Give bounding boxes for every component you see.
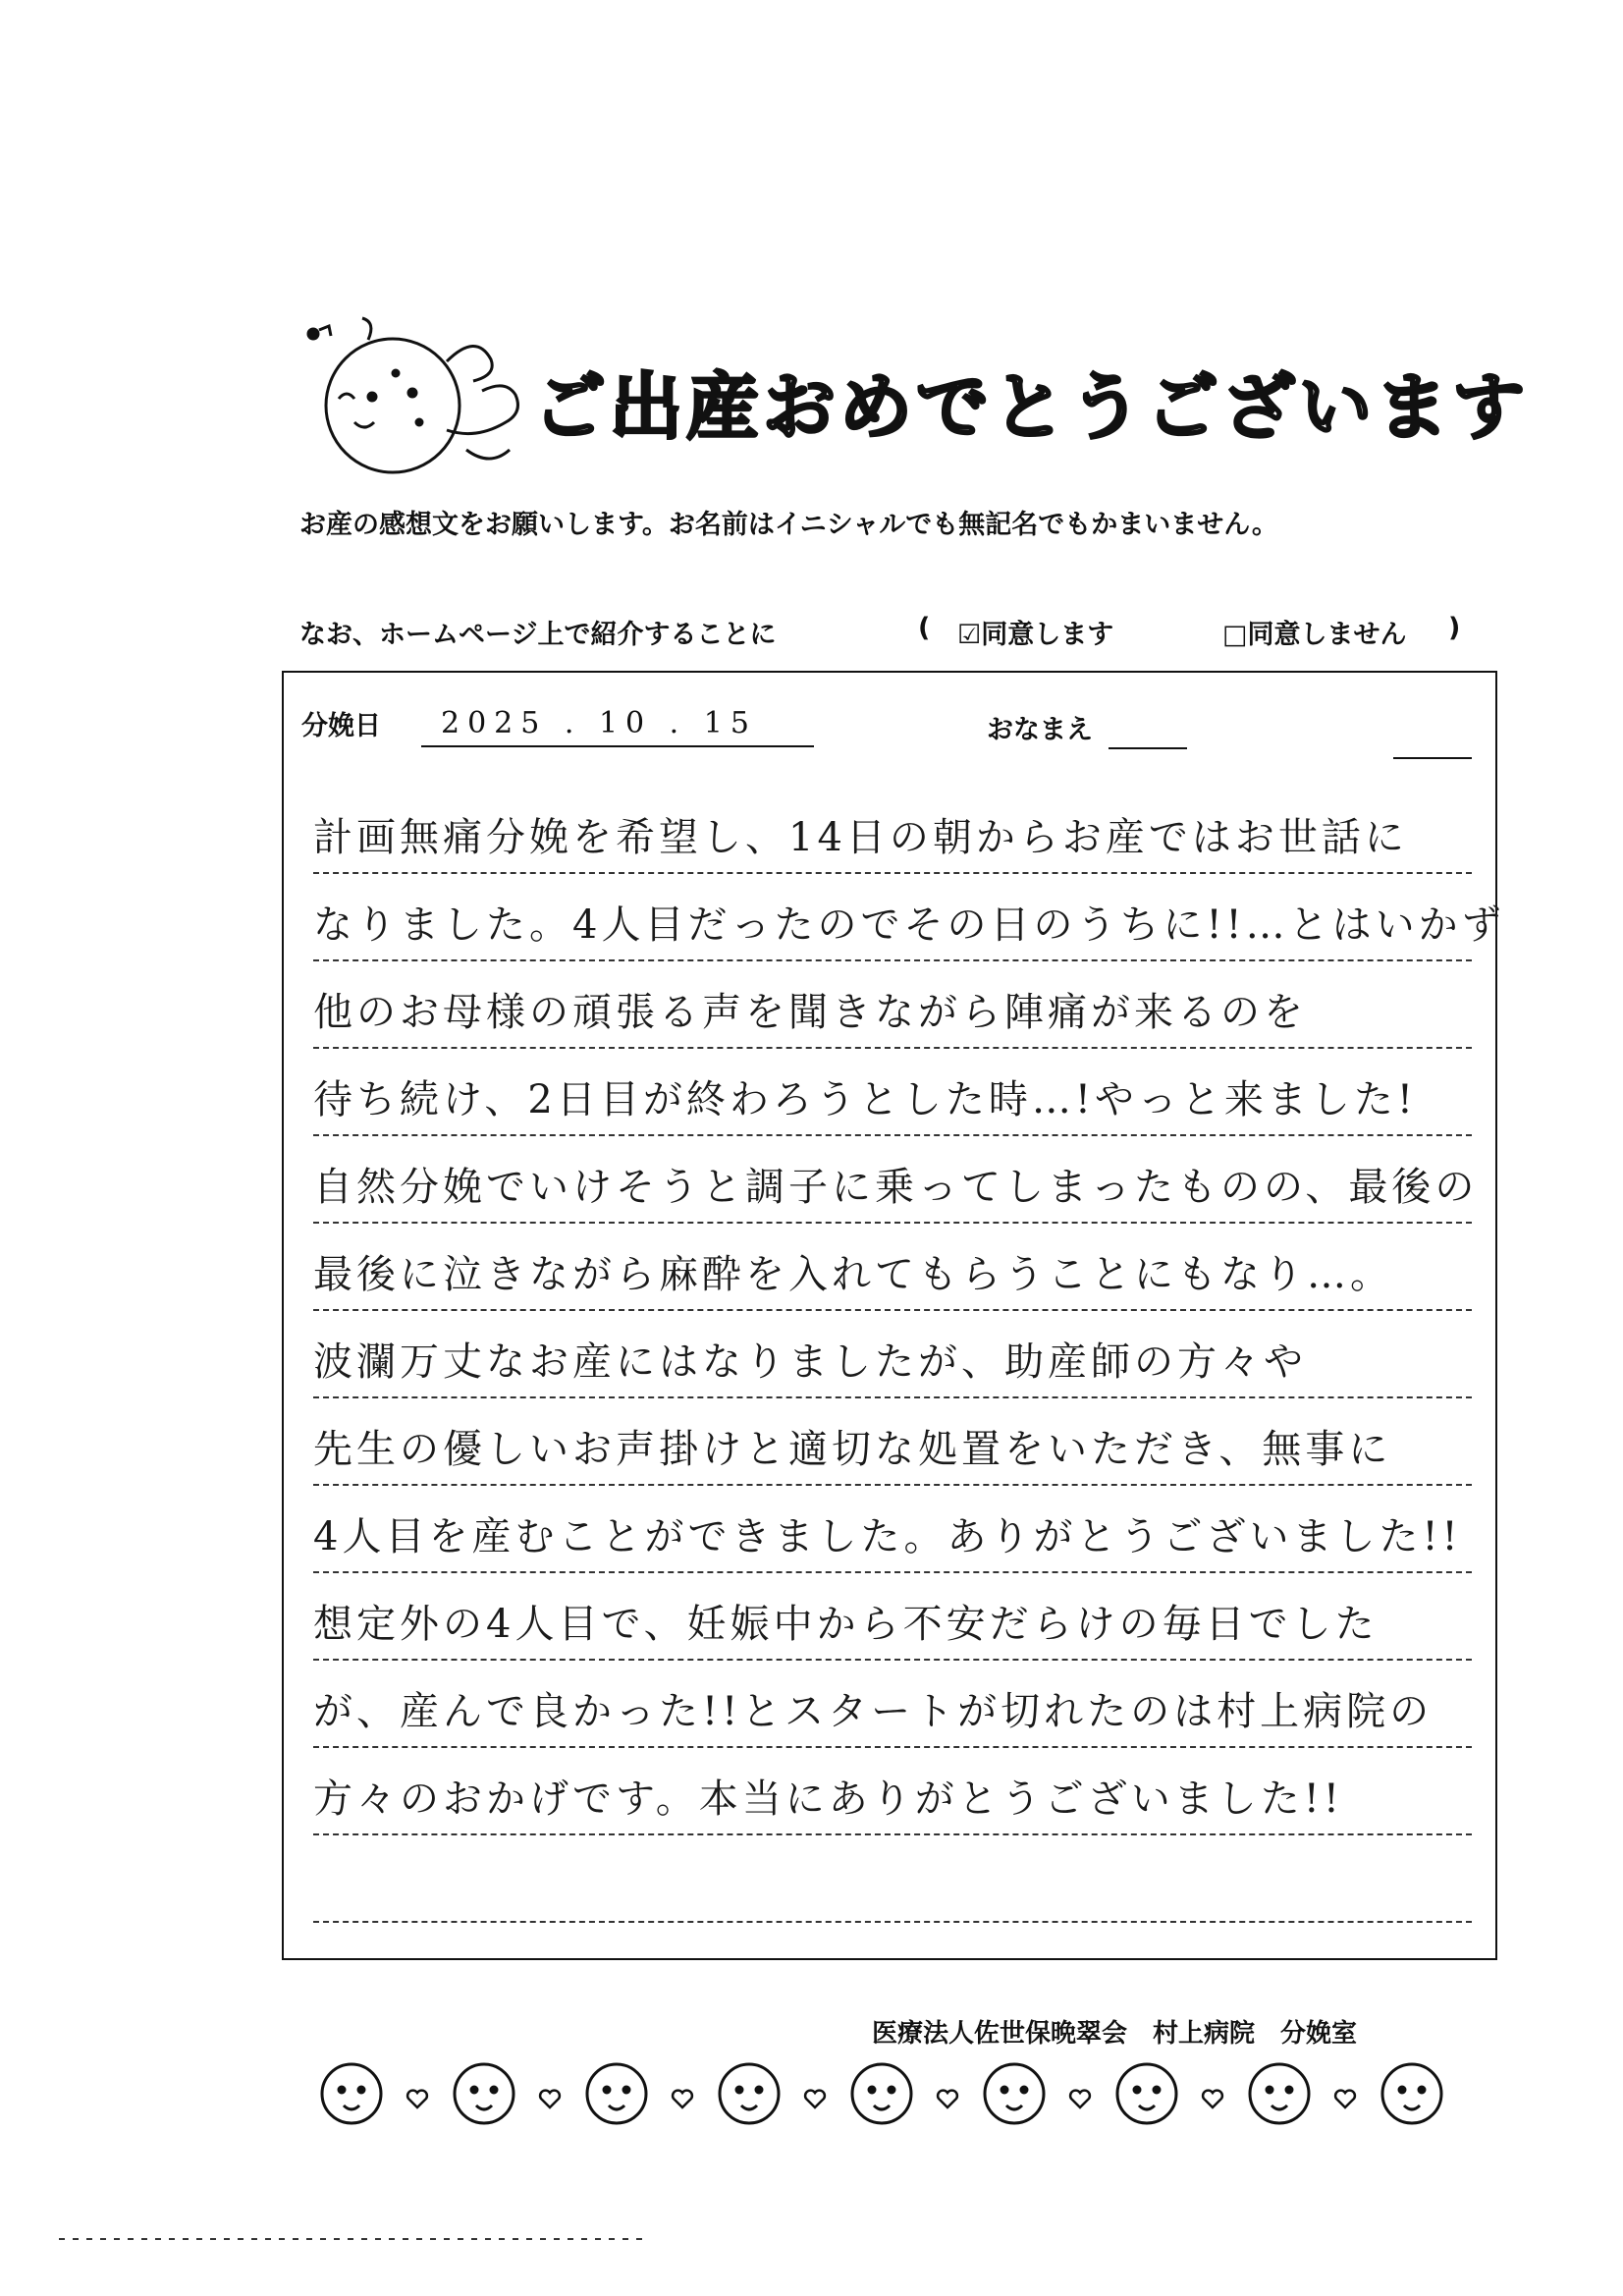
heart-icon — [407, 2091, 427, 2107]
letter-line-text: が、産んで良かった!!とスタートが切れたのは村上病院の — [313, 1689, 1434, 1734]
heart-icon — [540, 2091, 560, 2107]
letter-line-text: 4人目を産むことができました。ありがとうございました!! — [313, 1514, 1462, 1559]
organization-name: 医療法人佐世保晩翠会 村上病院 分娩室 — [872, 2019, 1358, 2049]
letter-line — [313, 1660, 1472, 1748]
letter-line-text: 先生の優しいお声掛けと適切な処置をいただき、無事に — [313, 1427, 1392, 1472]
letter-line — [313, 1747, 1472, 1835]
baby-face-icon — [1382, 2064, 1441, 2123]
heart-icon — [1070, 2091, 1090, 2107]
date-value: 2025 . 10 . 15 — [441, 706, 757, 740]
letter-line-text: 他のお母様の頑張る声を聞きながら陣痛が来るのを — [313, 990, 1307, 1035]
letter-line — [313, 786, 1472, 874]
baby-face-icon — [1117, 2064, 1176, 2123]
name-field-tail — [1393, 757, 1472, 759]
baby-face-icon — [985, 2064, 1044, 2123]
letter-line — [313, 1310, 1472, 1398]
date-label: 分娩日 — [301, 711, 381, 741]
letter-line — [313, 960, 1472, 1049]
header — [299, 312, 1529, 479]
baby-crawling-icon — [299, 312, 555, 479]
letter-line — [313, 1572, 1472, 1661]
letter-line-text: 想定外の4人目で、妊娠中から不安だらけの毎日でした — [313, 1602, 1379, 1647]
letter-line — [313, 1223, 1472, 1311]
heart-icon — [1335, 2091, 1355, 2107]
page-title: ご出産おめでとうございます — [533, 365, 1529, 450]
letter-line-text: 波瀾万丈なお産にはなりましたが、助産師の方々や — [313, 1339, 1307, 1385]
disagree-checkbox[interactable]: □同意しません — [1222, 620, 1407, 650]
name-label: おなまえ — [987, 715, 1093, 745]
letter-line-text: 最後に泣きながら麻酔を入れてもらうことにもなり…。 — [313, 1252, 1393, 1297]
date-field[interactable] — [421, 706, 814, 747]
letter-line — [313, 1397, 1472, 1486]
scan-artifact — [59, 2234, 648, 2244]
heart-icon — [805, 2091, 825, 2107]
baby-face-icon — [587, 2064, 646, 2123]
letter-line-text: 計画無痛分娩を希望し、14日の朝からお産ではお世話に — [313, 815, 1408, 860]
heart-icon — [673, 2091, 692, 2107]
agree-checkbox[interactable]: ☑同意します — [957, 620, 1114, 650]
dashed-rule — [313, 1921, 1472, 1923]
consent-close-paren: ) — [1448, 613, 1461, 643]
heart-icon — [1203, 2091, 1222, 2107]
letter-line — [313, 873, 1505, 961]
letter-line — [313, 1048, 1472, 1136]
letter-line-text: なりました。4人目だったのでその日のうちに!!…とはいかず — [313, 902, 1505, 948]
name-field[interactable] — [1109, 747, 1187, 749]
baby-face-icon — [852, 2064, 911, 2123]
instructions-text: お産の感想文をお願いします。お名前はイニシャルでも無記名でもかまいません。 — [299, 510, 1278, 540]
baby-face-icon — [1250, 2064, 1309, 2123]
letter-line-text: 方々のおかげです。本当にありがとうございました!! — [313, 1777, 1343, 1822]
letter-line — [313, 1135, 1479, 1224]
letter-line-blank — [313, 1834, 1472, 1923]
consent-prefix: なお、ホームページ上で紹介することに — [299, 620, 777, 650]
consent-open-paren: ( — [918, 613, 931, 643]
letter-line — [313, 1485, 1472, 1573]
letter-line-text: 待ち続け、2日目が終わろうとした時…!やっと来ました! — [313, 1077, 1417, 1122]
baby-face-icon — [720, 2064, 779, 2123]
baby-face-icon — [455, 2064, 514, 2123]
baby-face-icon — [322, 2064, 381, 2123]
letter-form — [282, 671, 1505, 1960]
heart-icon — [938, 2091, 957, 2107]
letter-line-text: 自然分娩でいけそうと調子に乗ってしまったものの、最後の — [313, 1165, 1479, 1210]
baby-faces-row — [312, 2052, 1490, 2131]
